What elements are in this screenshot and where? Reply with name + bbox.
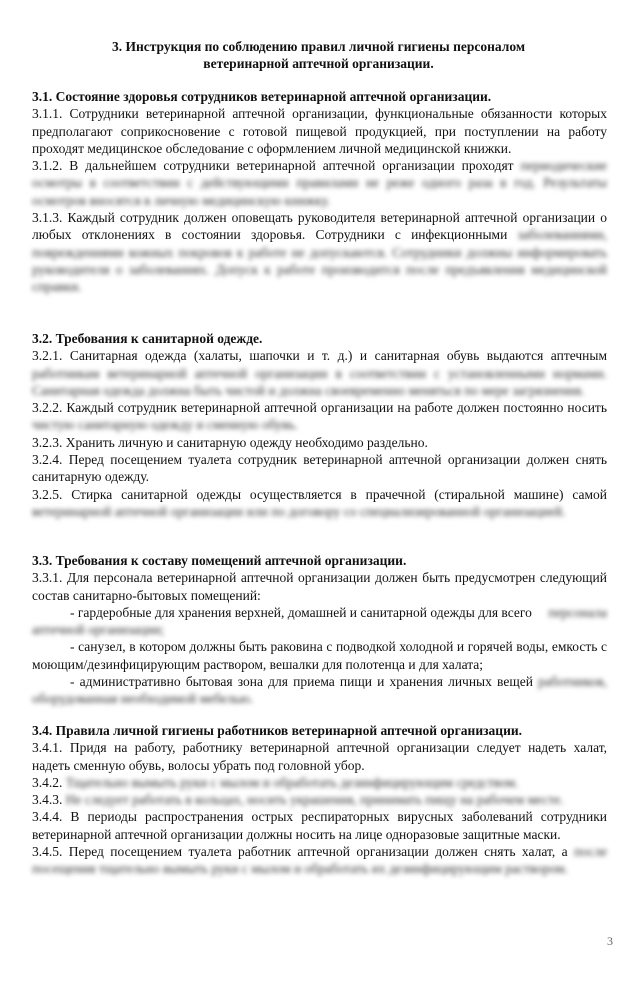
list-item-text: - гардеробные для хранения верхней, домашней и санитарной одежды для всего — [70, 604, 532, 620]
section-3-4 — [32, 722, 607, 878]
paragraph-3-3-1: 3.3.1. Для персонала ветеринарной аптечной организации должен быть предусмотрен следующий состав санитарно-бытовых помещений: — [32, 570, 607, 603]
paragraph-3-2-4: 3.2.4. Перед посещением туалета сотрудник ветеринарной аптечной организации должен снять санитарную одежду. — [32, 452, 607, 485]
page-number: 3 — [607, 934, 613, 948]
document-title — [32, 38, 605, 72]
title-line-2: ветеринарной аптечной организации. — [203, 56, 434, 71]
paragraph-text: 3.4.3. — [32, 792, 63, 808]
section-heading: 3.2. Требования к санитарной одежде. — [32, 331, 263, 346]
paragraph-3-4-1: 3.4.1. Придя на работу, работнику ветеринарной аптечной организации следует надеть халат, надеть сменную обувь, волосы убрать под головной убор. — [32, 740, 607, 773]
list-item-text: - административно бытовая зона для приема пищи и хранения личных вещей — [70, 674, 533, 690]
paragraph-3-2-5 — [32, 486, 607, 521]
list-item-text: - санузел, в котором должны быть раковина с подводкой холодной и горячей воды, емкость с моющим/дезинфицирующим раствором, вешалки для полотенца и для халата; — [32, 639, 607, 672]
paragraph-3-1-2 — [32, 157, 607, 209]
paragraph-3-2-1 — [32, 347, 607, 399]
paragraph-3-4-2 — [32, 774, 607, 791]
paragraph-text: 3.2.2. Каждый сотрудник ветеринарной аптечной организации на работе должен постоянно носить — [32, 400, 607, 416]
blurred-text: заболеваниями, повреждениями кожных покровов к работе не допускаются. Сотрудники должны информировать руководителя о заболеваниях. Допуск к работе производится после предъявления медицинской справки. — [32, 227, 607, 295]
blurred-text: ветеринарной аптечной организации или по договору со специализированной организацией. — [32, 503, 566, 519]
paragraph-text: 3.4.5. Перед посещением туалета работник аптечной организации должен снять халат, а — [32, 844, 568, 860]
section-heading: 3.4. Правила личной гигиены работников ветеринарной аптечной организации. — [32, 723, 522, 738]
paragraph-3-2-3: 3.2.3. Хранить личную и санитарную одежду необходимо раздельно. — [32, 434, 428, 450]
paragraph-3-2-2 — [32, 399, 607, 434]
paragraph-3-1-3 — [32, 209, 607, 295]
paragraph-3-4-3 — [32, 791, 607, 808]
section-heading: 3.1. Состояние здоровья сотрудников ветеринарной аптечной организации. — [32, 89, 492, 104]
paragraph-text: 3.2.1. Санитарная одежда (халаты, шапочки и т. д.) и санитарная обувь выдаются аптечным — [32, 348, 607, 364]
blurred-text: персонала аптечной организации; — [32, 604, 607, 638]
list-item-wardrobe — [32, 604, 607, 639]
section-3-3 — [32, 552, 607, 708]
paragraph-text: 3.1.3. Каждый сотрудник должен оповещать руководителя ветеринарной аптечной организации о любых отклонениях в состоянии здоровья. Сотрудники с инфекционными — [32, 210, 607, 243]
paragraph-3-4-5 — [32, 843, 607, 878]
paragraph-text: 3.1.2. В дальнейшем сотрудники ветеринарной аптечной организации проходят — [32, 158, 514, 174]
paragraph-3-4-4: 3.4.4. В периоды распространения острых респираторных вирусных заболеваний сотрудники ветеринарной аптечной организации должны носить на лице одноразовые защитные маски. — [32, 809, 607, 842]
blurred-text: Тщательно вымыть руки с мылом и обработать дезинфицирующим средством. — [65, 774, 519, 790]
paragraph-text: 3.2.5. Стирка санитарной одежды осуществляется в прачечной (стиральной машине) самой — [32, 486, 607, 502]
title-line-1: 3. Инструкция по соблюдению правил личной гигиены персоналом — [111, 39, 526, 54]
section-3-1 — [32, 88, 607, 296]
blurred-text: после посещения тщательно вымыть руки с мылом и обработать их дезинфицирующим раствором. — [32, 844, 608, 877]
blurred-text: работникам ветеринарной аптечной организации в соответствии с установленными нормами. Санитарная одежда должна быть чистой и должна своевременно меняться по мере загрязнения. — [32, 365, 607, 398]
section-heading: 3.3. Требования к составу помещений аптечной организации. — [32, 553, 407, 568]
paragraph-text: 3.4.2. — [32, 774, 63, 790]
list-item-bathroom — [32, 638, 607, 673]
blurred-text: работников, оборудованная необходимой мебелью. — [32, 674, 608, 707]
paragraph-3-1-1: 3.1.1. Сотрудники ветеринарной аптечной организации, функциональные обязанности которых предполагают соприкосновение с готовой пищевой продукцией, при поступлении на работу проходят медицинское обследование с оформлением личной медицинской книжки. — [32, 106, 607, 156]
list-item-admin-zone — [32, 673, 607, 708]
section-3-2 — [32, 330, 607, 520]
blurred-text: Не следует работать в кольцах, носить украшения, принимать пищу на рабочем месте. — [65, 792, 564, 808]
blurred-text: периодические осмотры в соответствии с действующими правилами не реже одного раза в год. Результаты осмотров вносятся в личную медицинскую книжку. — [32, 158, 608, 208]
blurred-text: чистую санитарную одежду и сменную обувь. — [32, 417, 298, 433]
